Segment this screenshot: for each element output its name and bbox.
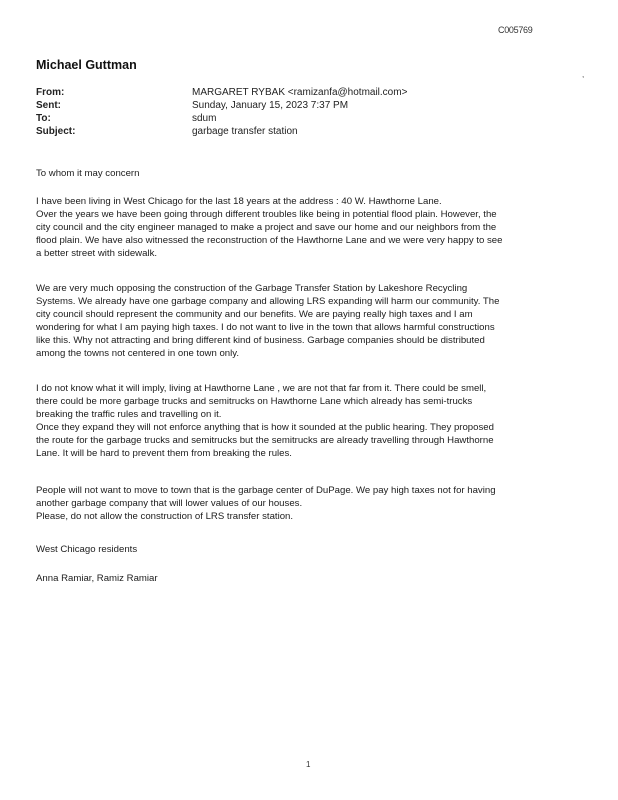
signature: Anna Ramiar, Ramiz Ramiar <box>36 573 158 584</box>
paragraph-line: a better street with sidewalk. <box>36 248 158 259</box>
header-sent-value: Sunday, January 15, 2023 7:37 PM <box>192 100 349 111</box>
paragraph-2 <box>36 282 588 360</box>
paragraph-line: Systems. We already have one garbage company and allowing LRS expanding will harm our community. The <box>36 296 500 307</box>
paragraph-4 <box>36 484 588 523</box>
paragraph-line: Once they expand they will not enforce anything that is how it sounded at the public hearing. They proposed <box>36 422 494 433</box>
paragraph-line: We are very much opposing the construction of the Garbage Transfer Station by Lakeshore Recycling <box>36 283 468 294</box>
paragraph-line: among the towns not centered in one town only. <box>36 348 240 359</box>
paragraph-line: there could be more garbage trucks and semitrucks on Hawthorne Lane which already has semi-trucks <box>36 396 473 407</box>
page-number: 1 <box>306 760 311 769</box>
paragraph-line: another garbage company that will lower values of our houses. <box>36 498 303 509</box>
header-from-value: MARGARET RYBAK <ramizanfa@hotmail.com> <box>192 87 408 98</box>
paragraph-line: the route for the garbage trucks and semitrucks but the semitrucks are already travelling through Hawthorne <box>36 435 494 446</box>
paragraph-line: Please, do not allow the construction of LRS transfer station. <box>36 511 294 522</box>
sender-name: Michael Guttman <box>36 58 137 72</box>
paragraph-line: Over the years we have been going through different troubles like being in potential flood plain. However, the <box>36 209 497 220</box>
paragraph-line: I do not know what it will imply, living at Hawthorne Lane , we are not that far from it. There could be smell, <box>36 383 487 394</box>
paragraph-line: People will not want to move to town that is the garbage center of DuPage. We pay high taxes not for having <box>36 485 496 496</box>
header-from-label: From: <box>36 87 65 98</box>
paragraph-line: wondering for what I am paying high taxes. I do not want to live in the town that allows harmful constructions <box>36 322 495 333</box>
header-sent-label: Sent: <box>36 100 61 111</box>
header-subject-value: garbage transfer station <box>192 126 298 137</box>
paragraph-line: city council and the city engineer managed to make a project and save our home and our neighbors from the <box>36 222 497 233</box>
paragraph-line: breaking the traffic rules and travelling on it. <box>36 409 222 420</box>
header-to-value: sdum <box>192 113 217 124</box>
closing: West Chicago residents <box>36 544 138 555</box>
document-id: C005769 <box>498 25 533 35</box>
paragraph-line: like this. Why not attracting and bring different kind of business. Garbage companies should be distributed <box>36 335 485 346</box>
header-to-label: To: <box>36 113 51 124</box>
scan-mark: , <box>582 70 585 79</box>
paragraph-line: I have been living in West Chicago for the last 18 years at the address : 40 W. Hawthorne Lane. <box>36 196 442 207</box>
paragraph-line: Lane. It will be hard to prevent them from breaking the rules. <box>36 448 292 459</box>
paragraph-line: flood plain. We have also witnessed the reconstruction of the Hawthorne Lane and we were very happy to see <box>36 235 503 246</box>
paragraph-3 <box>36 382 588 460</box>
salutation: To whom it may concern <box>36 168 140 179</box>
paragraph-line: city council should represent the community and our benefits. We are paying really high taxes and I am <box>36 309 473 320</box>
paragraph-1 <box>36 195 588 260</box>
header-subject-label: Subject: <box>36 126 76 137</box>
